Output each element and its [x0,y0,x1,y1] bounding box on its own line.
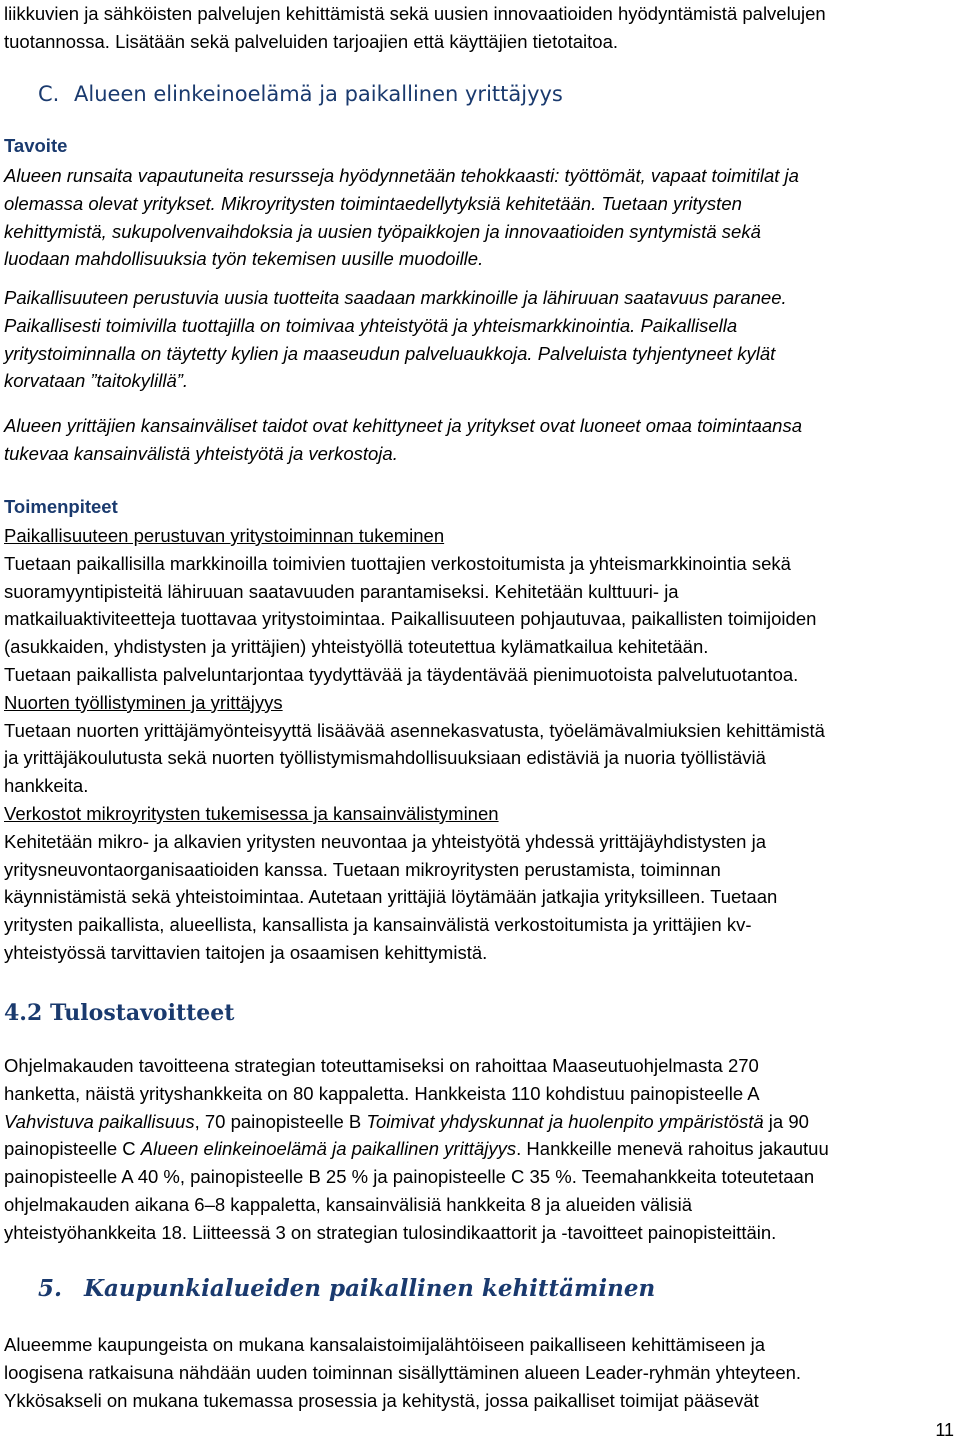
section-c-heading [38,82,563,106]
text-line: painopisteelle A 40 %, painopisteelle B 25 % ja painopisteelle C 35 %. Teemahankkeita toteutetaan [4,1166,815,1188]
text-line: Ohjelmakauden tavoitteena strategian toteuttamiseksi on rahoittaa Maaseutuohjelmasta 270 [4,1055,759,1076]
section-4-2-number: 4.2 [4,1000,43,1026]
text-line: loogisena ratkaisuna nähdään uuden toiminnan sisällyttäminen alueen Leader-ryhmän yhteyteen. [4,1361,802,1383]
text-line [4,1135,956,1163]
text-line: hankkeita. [4,775,89,797]
text-line: Alueen yrittäjien kansainväliset taidot ovat kehittyneet ja yritykset ovat luoneet omaa toimintaansa [4,415,803,436]
text-line: yhteistyössä tarvittavien taitojen ja osaamisen kehittymistä. [4,941,488,963]
text-line: Tuetaan nuorten yrittäjämyönteisyyttä lisäävää asennekasvatusta, työelämävalmiuksien kehittämistä [4,719,825,741]
text-line: luodaan mahdollisuuksia työn tekemisen uusille muodoille. [4,248,484,270]
measure-3-title: Verkostot mikroyritysten tukemisessa ja kansainvälistyminen [4,802,499,824]
text-line: matkailuaktiviteetteja tuottavaa yritystoimintaa. Paikallisuuteen pohjautuvaa, paikallisten toimijoiden [4,608,817,630]
text-line: ja yrittäjäkoulutusta sekä nuorten työllistymismahdollisuuksiaan edistäviä ja nuoria työllistäviä [4,747,766,769]
text-line: olemassa olevat yritykset. Mikroyritysten toimintaedellytyksiä kehitetään. Tuetaan yritysten [4,192,742,214]
text-line: hanketta, näistä yrityshankkeita on 80 kappaletta. Hankkeista 110 kohdistuu painopisteelle A [4,1082,760,1104]
text-line: Alueen runsaita vapautuneita resursseja hyödynnetään tehokkaasti: työttömät, vapaat toimitilat ja [4,165,799,186]
italic-text: Vahvistuva paikallisuus [4,1110,195,1132]
tavoite-paragraph-1 [4,162,956,273]
text-line: yhteistyöhankkeita 18. Liitteessä 3 on strategian tulosindikaattorit ja -tavoitteet painopisteittäin. [4,1221,777,1243]
text-line: tuotannossa. Lisätään sekä palveluiden tarjoajien että käyttäjien tietotaitoa. [4,30,618,52]
measure-2-title: Nuorten työllistyminen ja yrittäjyys [4,691,283,713]
text-run: , 70 painopisteelle B [194,1110,367,1132]
text-line: käynnistämistä sekä yhteistoimintaa. Autetaan yrittäjiä löytämään jatkajia yrityksilleen. Tuetaan [4,886,778,908]
text-run: . Hankkeille menevä rahoitus jakautuu [516,1138,829,1160]
section-4-2-title: Tulostavoitteet [49,1000,235,1026]
intro-paragraph [4,0,956,56]
section-c-title: Alueen elinkeinoelämä ja paikallinen yrittäjyys [74,82,563,106]
text-line: kehittymistä, sukupolvenvaihdoksia ja uusien työpaikkojen ja innovaatioiden syntymistä sekä [4,220,761,242]
kaupunki-paragraph [4,1331,956,1414]
page-number: 11 [935,1420,954,1440]
text-line: Paikallisuuteen perustuvia uusia tuotteita saadaan markkinoille ja lähiruuan saatavuus paranee. [4,287,787,308]
text-line: Tuetaan paikallista palveluntarjontaa tyydyttävää ja täydentävää pienimuotoista palvelutuotantoa. [4,663,799,685]
text-line: yritysneuvontaorganisaatioiden kanssa. Tuetaan mikroyritysten perustamista, toiminnan [4,858,721,880]
italic-text: Alueen elinkeinoelämä ja paikallinen yrittäjyys [140,1138,517,1160]
text-line: ohjelmakauden aikana 6–8 kappaletta, kansainvälisiä hankkeita 8 ja alueiden välisiä [4,1193,693,1215]
section-c-number: C. [38,82,60,106]
text-run: painopisteelle C [4,1138,141,1160]
text-line [4,1108,956,1136]
tavoite-label: Tavoite [4,135,68,156]
text-line: Paikallisesti toimivilla tuottajilla on toimivaa yhteistyötä ja yhteismarkkinointia. Paikallisella [4,314,738,336]
italic-text: Toimivat yhdyskunnat ja huolenpito ympäristöstä [366,1110,764,1132]
text-line: yritystoiminnalla on täytetty kylien ja maaseudun palveluaukkoja. Palveluista tyhjentyneet kylät [4,342,776,364]
text-line: Ykkösakseli on mukana tukemassa prosessia ja kehitystä, jossa paikalliset toimijat pääsevät [4,1389,759,1411]
text-line: tukevaa kansainvälistä yhteistyötä ja verkostoja. [4,442,398,464]
text-line: korvataan ”taitokylillä”. [4,370,189,392]
text-line: suoramyyntipisteitä lähiruuan saatavuuden parantamiseksi. Kehitetään kulttuuri- ja [4,580,679,602]
text-line: Tuetaan paikallisilla markkinoilla toimivien tuottajien verkostoitumista ja yhteismarkkinointia sekä [4,552,791,574]
tavoite-paragraph-3 [4,412,956,468]
section-5-heading [38,1275,655,1302]
section-5-title: Kaupunkialueiden paikallinen kehittäminen [84,1275,656,1302]
text-run: ja 90 [763,1110,809,1132]
text-line: Alueemme kaupungeista on mukana kansalaistoimijalähtöiseen paikalliseen kehittämiseen ja [4,1334,766,1355]
section-5-number: 5. [38,1275,63,1302]
section-4-2-heading [4,1000,234,1026]
text-line: (asukkaiden, yhdistysten ja yrittäjien) yhteistyöllä toteutettua kylämatkailua kehitetään. [4,636,709,658]
text-line: liikkuvien ja sähköisten palvelujen kehittämistä sekä uusien innovaatioiden hyödyntämistä palvelujen [4,3,826,24]
tulostavoitteet-paragraph [4,1052,956,1247]
text-line: Kehitetään mikro- ja alkavien yritysten neuvontaa ja yhteistyötä yhdessä yrittäjäyhdistysten ja [4,830,766,852]
text-line: yritysten paikallista, alueellista, kansallista ja kansainvälistä verkostoitumista ja yrittäjien kv- [4,914,752,936]
toimenpiteet-label: Toimenpiteet [4,496,118,517]
measure-1-title: Paikallisuuteen perustuvan yritystoiminnan tukeminen [4,525,445,546]
tavoite-paragraph-2 [4,284,956,395]
measures-block [4,522,956,967]
